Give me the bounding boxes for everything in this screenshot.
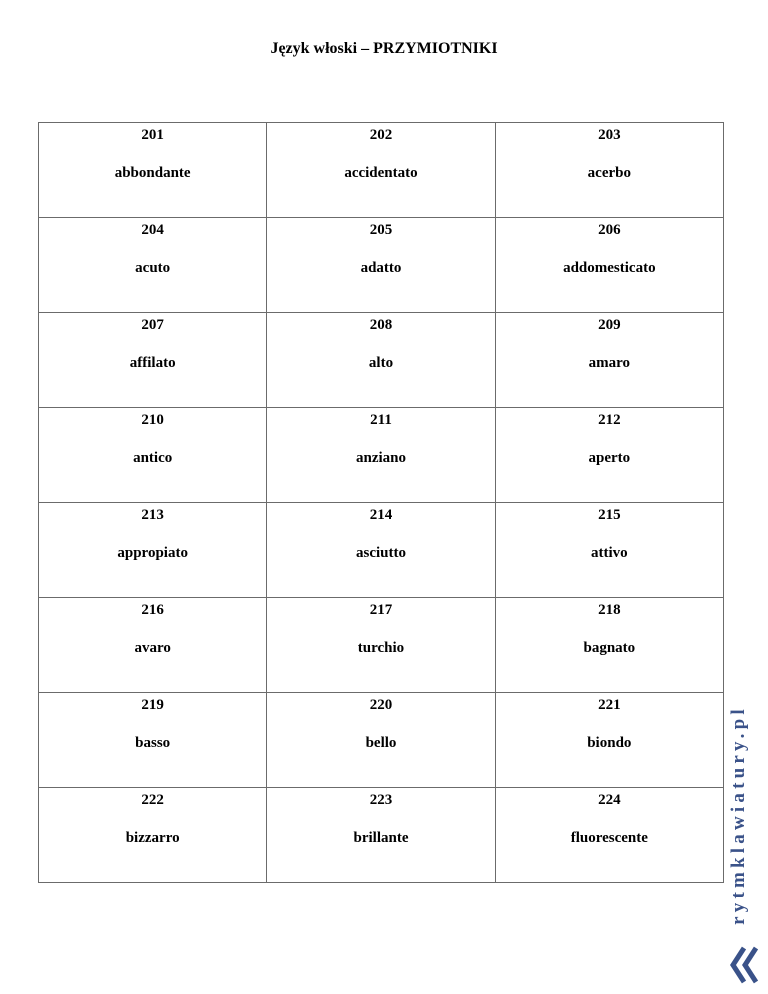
card-word: attivo (590, 545, 628, 561)
flashcard-cell (267, 313, 495, 408)
card-number: 207 (141, 317, 164, 333)
card-word: bizzarro (125, 830, 180, 846)
card-number: 203 (598, 127, 621, 143)
card-number: 201 (141, 127, 164, 143)
flashcard-cell (39, 408, 267, 503)
card-number: 211 (370, 412, 392, 428)
card-number: 216 (141, 602, 164, 618)
site-watermark (726, 698, 752, 932)
card-word: avaro (134, 640, 171, 656)
card-word: amaro (588, 355, 631, 371)
card-word: adatto (360, 260, 402, 276)
card-word: turchio (357, 640, 405, 656)
card-number: 210 (141, 412, 164, 428)
flashcard-cell (495, 788, 723, 883)
table-row (39, 598, 724, 693)
card-word: acuto (135, 260, 171, 276)
flashcard-cell (267, 598, 495, 693)
flashcard-cell (267, 788, 495, 883)
card-word: fluorescente (570, 830, 648, 846)
card-word: abbondante (114, 165, 191, 181)
flashcard-cell (495, 218, 723, 313)
flashcard-cell (39, 218, 267, 313)
card-number: 202 (369, 127, 393, 143)
watermark-text: rytmklawiatury.pl (728, 705, 749, 925)
card-word: acerbo (587, 165, 631, 181)
table-row (39, 313, 724, 408)
card-number: 220 (369, 697, 393, 713)
flashcard-cell (267, 503, 495, 598)
flashcard-cell (267, 123, 495, 218)
card-word: appropiato (117, 545, 188, 561)
card-number: 209 (598, 317, 621, 333)
flashcard-cell (39, 313, 267, 408)
flashcard-cell (495, 503, 723, 598)
flashcard-cell (495, 313, 723, 408)
card-word: addomesticato (563, 260, 656, 276)
card-word: bagnato (583, 640, 636, 656)
card-number: 214 (369, 507, 393, 523)
flashcard-cell (267, 408, 495, 503)
card-number: 218 (598, 602, 621, 618)
flashcard-table (38, 122, 724, 883)
flashcard-cell (267, 218, 495, 313)
card-number: 204 (141, 222, 164, 238)
table-row (39, 123, 724, 218)
card-number: 215 (598, 507, 621, 523)
flashcard-cell (267, 693, 495, 788)
flashcard-cell (495, 598, 723, 693)
card-word: biondo (587, 735, 632, 751)
card-word: accidentato (344, 165, 418, 181)
flashcard-cell (39, 598, 267, 693)
card-word: alto (368, 355, 394, 371)
table-row (39, 218, 724, 313)
card-number: 219 (141, 697, 164, 713)
table-row (39, 408, 724, 503)
flashcard-cell (39, 693, 267, 788)
flashcard-cell (39, 503, 267, 598)
card-number: 206 (598, 222, 621, 238)
table-row (39, 788, 724, 883)
card-number: 222 (141, 792, 164, 808)
double-chevron-logo-icon (728, 944, 762, 986)
card-number: 213 (141, 507, 164, 523)
card-word: basso (135, 735, 171, 751)
card-word: asciutto (355, 545, 406, 561)
card-word: brillante (353, 830, 409, 846)
flashcard-cell (495, 123, 723, 218)
flashcard-cell (39, 788, 267, 883)
card-number: 205 (369, 222, 393, 238)
flashcard-cell (495, 408, 723, 503)
card-number: 223 (369, 792, 393, 808)
card-word: aperto (588, 450, 631, 466)
card-word: anziano (355, 450, 406, 466)
table-row (39, 693, 724, 788)
card-word: antico (133, 450, 173, 466)
card-word: affilato (129, 355, 176, 371)
card-number: 221 (598, 697, 621, 713)
card-number: 208 (369, 317, 393, 333)
page-title: Język włoski – PRZYMIOTNIKI (270, 40, 498, 57)
card-number: 224 (598, 792, 621, 808)
card-word: bello (365, 735, 397, 751)
flashcard-cell (495, 693, 723, 788)
flashcard-cell (39, 123, 267, 218)
card-number: 212 (598, 412, 621, 428)
table-row (39, 503, 724, 598)
card-number: 217 (369, 602, 393, 618)
